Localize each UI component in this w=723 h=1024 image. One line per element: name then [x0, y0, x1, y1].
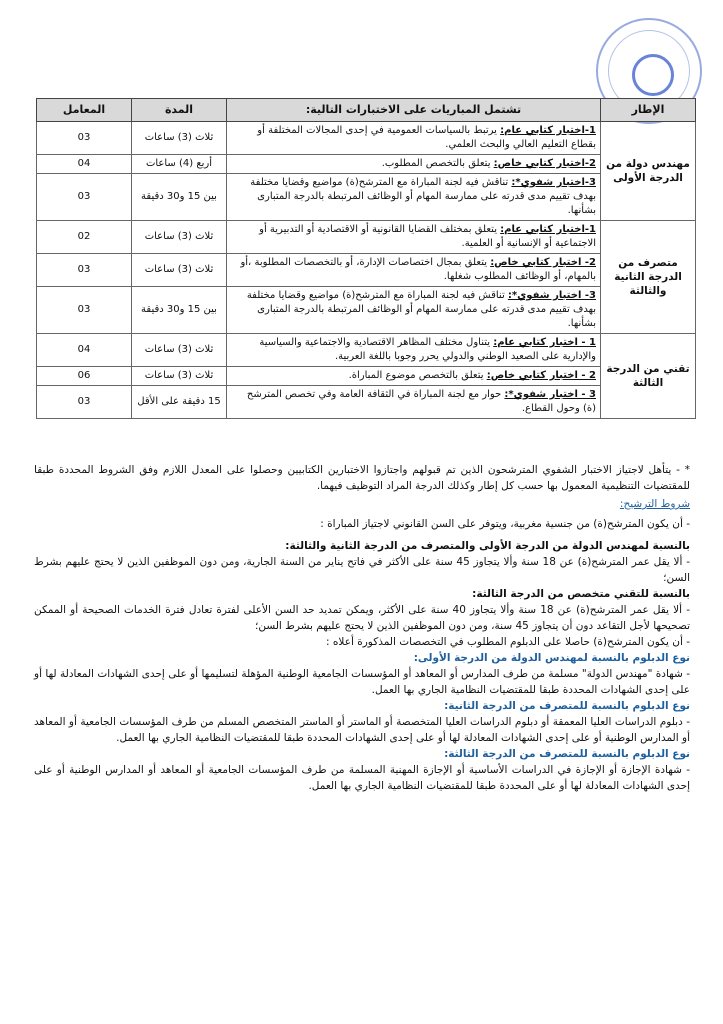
- table-row: [37, 334, 696, 367]
- duration-cell: ثلاث (3) ساعات: [132, 254, 227, 287]
- conditions-heading: شروط الترشيح:: [619, 498, 690, 510]
- table-row: [37, 174, 696, 221]
- duration-cell: ثلاث (3) ساعات: [132, 334, 227, 367]
- diploma-engineer-text: - شهادة "مهندس الدولة" مسلمة من طرف المدارس أو المعاهد أو المؤسسات الجامعية الوطنية المؤهلة لتسليمها أو على إحدى الشهادات المعادلة لها أو على إحدى الشهادات المحددة طبقا للمقتضيات النظامية الجاري بها العمل.: [34, 668, 690, 696]
- frame-cell: تقني من الدرجة الثالثة: [601, 334, 696, 419]
- oral-exam-note: * - يتأهل لاجتياز الاختبار الشفوي المترشحون الذين تم قبولهم واجتازوا الاختبارين الكتابيين وحصلوا على المعدل اللازم وفق الشروط المحددة طبقا للمقتضيات التنظيمية المعمول بها حسب كل إطار وكذلك الدرجة المراد التوظيف فيهما.: [34, 464, 690, 492]
- table-row: [37, 287, 696, 334]
- age-engineer-text: - ألا يقل عمر المترشح(ة) عن 18 سنة وألا يتجاوز 45 سنة على الأكثر في فاتح يناير من السنة الجارية، ومن دون الموظفين الذين لا يحتج عليهم بشرط السن؛: [34, 556, 690, 584]
- duration-cell: ثلاث (3) ساعات: [132, 367, 227, 386]
- exam-cell: 2- اختبار كتابي خاص: يتعلق بمجال اختصاصات الإدارة، أو بالتخصصات المطلوبة ،أو بالمهام، أو الوظائف المطلوب شغلها.: [227, 254, 601, 287]
- exam-cell: 3 - اختبار شفوي*: حوار مع لجنة المباراة في الثقافة العامة وفي تخصص المترشح (ة) وحول القطاع.: [227, 386, 601, 419]
- diploma-admin2-heading: نوع الدبلوم بالنسبة للمتصرف من الدرجة الثانية:: [444, 700, 690, 712]
- header-coefficient: المعامل: [37, 99, 132, 122]
- exam-cell: 2-اختبار كتابي خاص: يتعلق بالتخصص المطلوب.: [227, 155, 601, 174]
- duration-cell: بين 15 و30 دقيقة: [132, 174, 227, 221]
- age-tech-heading: بالنسبة للتقني متخصص من الدرجة الثالثة:: [472, 588, 690, 600]
- coef-cell: 04: [37, 155, 132, 174]
- exam-cell: 2 - اختبار كتابي خاص: يتعلق بالتخصص موضوع المباراة.: [227, 367, 601, 386]
- duration-cell: 15 دقيقة على الأقل: [132, 386, 227, 419]
- diploma-admin3-text: - شهادة الإجازة أو الإجازة في الدراسات الأساسية أو الإجازة المهنية المسلمة من طرف المؤسسات الجامعية أو المعاهد أو المدارس الوطنية أو على إحدى الشهادات المعادلة لها أو على المحددة طبقا للمقتضيات النظامية الجاري بها العمل.: [34, 764, 690, 792]
- exam-cell: 3- اختبار شفوي*: تناقش فيه لجنة المباراة مع المترشح(ة) مواضيع وقضايا مختلفة بهدف تقييم مدى قدرته على ممارسة المهام أو الوظائف المرتبطة بالدرجة المتبارى بشأنها.: [227, 287, 601, 334]
- coef-cell: 02: [37, 221, 132, 254]
- table-body: [37, 122, 696, 419]
- exam-cell: 1-اختبار كتابي عام: يتعلق بمختلف القضايا القانونية أو الاقتصادية أو التدبيرية أو الاجتماعية أو الإنسانية أو العلمية.: [227, 221, 601, 254]
- coef-cell: 03: [37, 174, 132, 221]
- diploma-admin2-text: - دبلوم الدراسات العليا المعمقة أو دبلوم الدراسات العليا المتخصصة أو الماستر أو الماستر المتخصص المسلم من طرف المؤسسات الجامعية أو المعاهد أو المدارس الوطنية أو على إحدى الشهادات المعادلة لها أو على إحدى الشهادات المحددة طبقا للمقتضيات النظامية الجاري بها العمل.: [34, 716, 690, 744]
- coef-cell: 03: [37, 386, 132, 419]
- age-tech-text: - ألا يقل عمر المترشح(ة) عن 18 سنة وألا يتجاوز 40 سنة على الأكثر، ويمكن تمديد حد السن الأعلى لفترة تعادل فترة الخدمات الصحيحة أو الممكن تصحيحها لأجل التقاعد دون أن يتجاوز 45 سنة، ومن دون الموظفين الذين لا يحتج عليهم بشرط السن؛: [34, 604, 690, 632]
- table-row: [37, 367, 696, 386]
- coef-cell: 03: [37, 122, 132, 155]
- diploma-engineer-heading: نوع الدبلوم بالنسبة لمهندس الدولة من الدرجة الأولى:: [413, 652, 690, 664]
- header-duration: المدة: [132, 99, 227, 122]
- condition-nationality: - أن يكون المترشح(ة) من جنسية مغربية، ويتوفر على السن القانوني لاجتياز المباراة :: [320, 518, 690, 530]
- table-row: [37, 122, 696, 155]
- duration-cell: بين 15 و30 دقيقة: [132, 287, 227, 334]
- table-row: [37, 254, 696, 287]
- frame-cell: متصرف من الدرجة الثانية والثالثة: [601, 221, 696, 334]
- age-engineer-heading: بالنسبة لمهندس الدولة من الدرجة الأولى والمتصرف من الدرجة الثانية والثالثة:: [285, 540, 690, 552]
- duration-cell: أربع (4) ساعات: [132, 155, 227, 174]
- table-row: [37, 155, 696, 174]
- exam-cell: 1-اختبار كتابي عام: يرتبط بالسياسات العمومية في إحدى المجالات المختلفة أو بقطاع التعليم العالي والبحث العلمي.: [227, 122, 601, 155]
- coef-cell: 03: [37, 287, 132, 334]
- coef-cell: 06: [37, 367, 132, 386]
- coef-cell: 04: [37, 334, 132, 367]
- header-frame: الإطار: [601, 99, 696, 122]
- table-header-row: [37, 99, 696, 122]
- stamp-emblem-icon: [632, 54, 674, 96]
- exam-cell: 1 - اختبار كتابي عام: يتناول مختلف المظاهر الاقتصادية والاجتماعية والسياسية والإدارية على الصعيد الوطني والدولي يحرر وجوبا باللغة العربية.: [227, 334, 601, 367]
- header-exams: تشتمل المباريات على الاختبارات التالية:: [227, 99, 601, 122]
- table-row: [37, 386, 696, 419]
- coef-cell: 03: [37, 254, 132, 287]
- diploma-admin3-heading: نوع الدبلوم بالنسبة للمتصرف من الدرجة الثالثة:: [444, 748, 690, 760]
- table-row: [37, 221, 696, 254]
- exams-table: [36, 98, 696, 419]
- body-text: [34, 462, 690, 794]
- frame-cell: مهندس دولة من الدرجة الأولى: [601, 122, 696, 221]
- condition-diploma: - أن يكون المترشح(ة) حاصلا على الدبلوم المطلوب في التخصصات المذكورة أعلاه :: [326, 636, 690, 648]
- duration-cell: ثلاث (3) ساعات: [132, 221, 227, 254]
- duration-cell: ثلاث (3) ساعات: [132, 122, 227, 155]
- exam-cell: 3-اختبار شفوي*: تناقش فيه لجنة المباراة مع المترشح(ة) مواضيع وقضايا مختلفة بهدف تقييم مدى قدرته على ممارسة المهام أو الوظائف المرتبطة بالدرجة المتبارى بشأنها.: [227, 174, 601, 221]
